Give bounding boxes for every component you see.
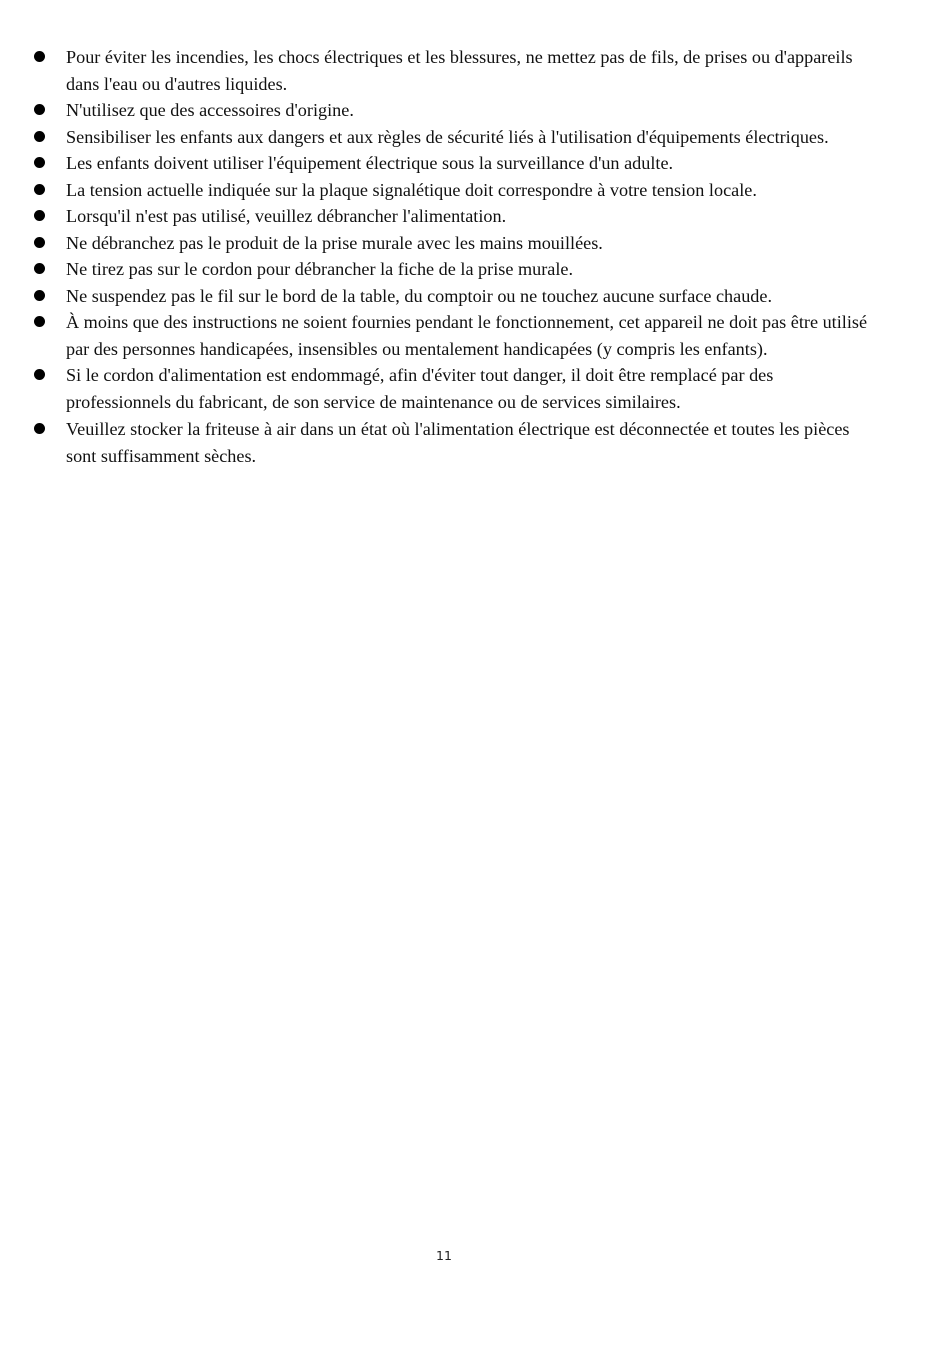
safety-instructions-list (32, 44, 872, 469)
list-item-text: Sensibiliser les enfants aux dangers et aux règles de sécurité liés à l'utilisation d'équipements électriques. (66, 126, 829, 147)
bullet-icon (34, 263, 45, 274)
list-item (32, 177, 872, 204)
bullet-icon (34, 210, 45, 221)
bullet-icon (34, 369, 45, 380)
bullet-icon (34, 237, 45, 248)
bullet-icon (34, 316, 45, 327)
list-item (32, 44, 872, 97)
list-item (32, 416, 872, 469)
list-item-text: À moins que des instructions ne soient fournies pendant le fonctionnement, cet appareil ne doit pas être utilisé par des personnes handicapées, insensibles ou mentalement handicapées (y compris les enfants). (66, 312, 868, 359)
list-item-text: Veuillez stocker la friteuse à air dans un état où l'alimentation électrique est déconnectée et toutes les pièces sont suffisamment sèches. (66, 419, 850, 466)
list-item (32, 97, 872, 124)
list-item (32, 256, 872, 283)
list-item-text: La tension actuelle indiquée sur la plaque signalétique doit correspondre à votre tension locale. (66, 179, 757, 200)
list-item-text: Si le cordon d'alimentation est endommagé, afin d'éviter tout danger, il doit être remplacé par des professionnels du fabricant, de son service de maintenance ou de services similaires. (66, 365, 774, 412)
list-item (32, 362, 872, 415)
list-item (32, 124, 872, 151)
bullet-icon (34, 290, 45, 301)
list-item-text: Ne suspendez pas le fil sur le bord de la table, du comptoir ou ne touchez aucune surface chaude. (66, 285, 773, 306)
list-item (32, 203, 872, 230)
list-item-text: Ne tirez pas sur le cordon pour débrancher la fiche de la prise murale. (66, 259, 574, 279)
list-item (32, 309, 872, 362)
list-item-text: Ne débranchez pas le produit de la prise murale avec les mains mouillées. (66, 232, 603, 253)
bullet-icon (34, 51, 45, 62)
list-item-text: N'utilisez que des accessoires d'origine. (66, 100, 354, 120)
bullet-icon (34, 131, 45, 142)
bullet-icon (34, 157, 45, 168)
list-item (32, 230, 872, 257)
bullet-icon (34, 184, 45, 195)
list-item-text: Lorsqu'il n'est pas utilisé, veuillez débrancher l'alimentation. (66, 206, 507, 226)
bullet-icon (34, 104, 45, 115)
list-item-text: Pour éviter les incendies, les chocs électriques et les blessures, ne mettez pas de fils, de prises ou d'appareils dans l'eau ou d'autres liquides. (66, 47, 853, 94)
list-item (32, 150, 872, 177)
list-item-text: Les enfants doivent utiliser l'équipement électrique sous la surveillance d'un adulte. (66, 153, 674, 173)
page-number: 11 (436, 1248, 452, 1263)
bullet-icon (34, 423, 45, 434)
list-item (32, 283, 872, 310)
